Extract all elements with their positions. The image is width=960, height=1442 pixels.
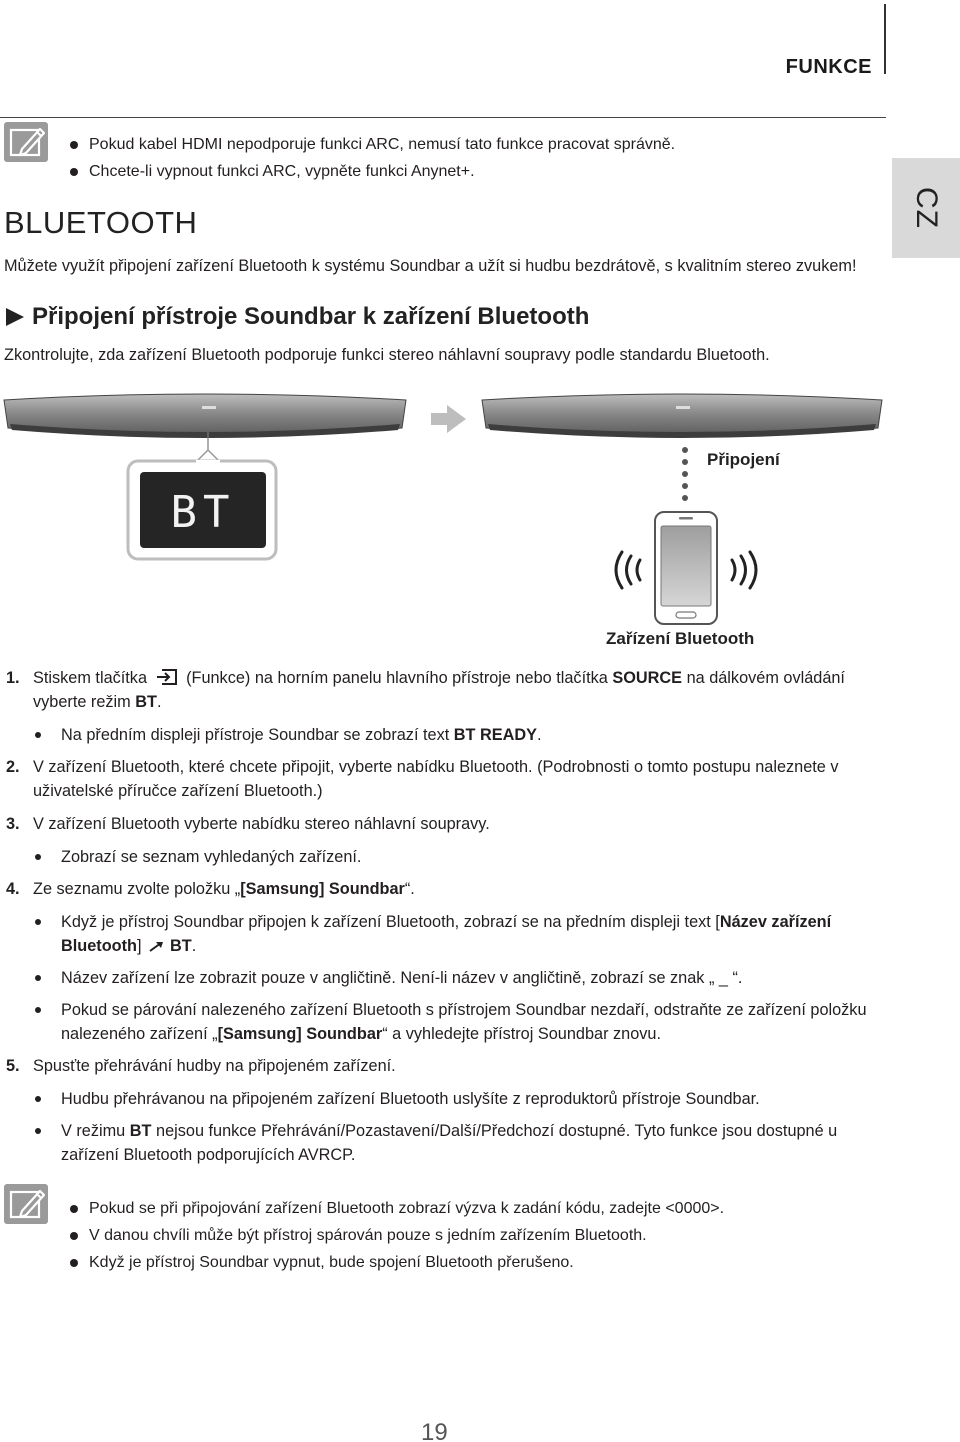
note-list-bottom — [70, 1195, 724, 1276]
step-4-subpoint: Název zařízení lze zobrazit pouze v angličtině. Není-li název v angličtině, zobrazí se znak „ _ “. — [6, 966, 886, 990]
note-item: Pokud kabel HDMI nepodporuje funkci ARC, nemusí tato funkce pracovat správně. — [70, 131, 675, 158]
language-tab-label: CZ — [910, 187, 943, 229]
subpoint-text: Pokud se párování nalezeného zařízení Bluetooth s přístrojem Soundbar nezdaří, odstraňte ze zařízení položku nalezeného zařízení „ — [61, 1001, 867, 1043]
function-button-icon — [154, 667, 180, 687]
step-1 — [6, 666, 886, 714]
step-number: 4. — [6, 880, 20, 898]
page-section-title: FUNKCE — [785, 56, 872, 78]
step-text-bold: SOURCE — [612, 669, 683, 687]
note-pencil-icon — [4, 1184, 48, 1224]
subpoint-text-bold: BT — [170, 937, 192, 955]
step-2 — [6, 755, 886, 803]
step-text: “. — [404, 880, 415, 898]
connection-dots — [682, 447, 688, 501]
bluetooth-connection-illustration — [0, 380, 900, 660]
subpoint-text: ] — [136, 937, 142, 955]
step-text: Spusťte přehrávání hudby na připojeném zařízení. — [33, 1057, 396, 1075]
subpoint-text: . — [191, 937, 197, 955]
subpoint-text: Když je přístroj Soundbar připojen k zařízení Bluetooth, zobrazí se na předním displeji text [ — [61, 913, 720, 931]
subsection-heading — [6, 303, 589, 331]
arrow-right-icon — [431, 405, 466, 433]
soundbar-left-image — [4, 394, 406, 438]
subsection-heading-text: Připojení přístroje Soundbar k zařízení Bluetooth — [32, 303, 590, 330]
smartphone-image — [655, 512, 717, 624]
device-label: Zařízení Bluetooth — [606, 629, 755, 648]
subpoint-text: Na předním displeji přístroje Soundbar se zobrazí text — [61, 726, 450, 744]
subpoint-text-bold: BT — [129, 1122, 152, 1140]
step-text: Stiskem tlačítka — [33, 669, 148, 687]
display-text: BT — [170, 487, 236, 538]
step-text: Ze seznamu zvolte položku „ — [33, 880, 241, 898]
step-text: na dálkovém ovládání vyberte režim — [33, 669, 845, 711]
subpoint-text-bold: Název zařízení Bluetooth — [61, 913, 832, 955]
subpoint-text: “ a vyhledejte přístroj Soundbar znovu. — [382, 1025, 661, 1043]
note-item: V danou chvíli může být přístroj spárován pouze s jedním zařízením Bluetooth. — [70, 1222, 724, 1249]
step-5-subpoint — [6, 1119, 886, 1167]
step-text: V zařízení Bluetooth vyberte nabídku stereo náhlavní soupravy. — [33, 815, 490, 833]
step-number: 2. — [6, 758, 20, 776]
step-4 — [6, 877, 886, 901]
subpoint-text-bold: BT READY — [453, 726, 537, 744]
subpoint-text: V režimu — [61, 1122, 126, 1140]
soundbar-right-image — [482, 394, 882, 438]
note-pencil-icon — [4, 122, 48, 162]
step-5-subpoint: Hudbu přehrávanou na připojeném zařízení Bluetooth uslyšíte z reproduktorů přístroje Soundbar. — [6, 1087, 886, 1111]
step-4-subpoint — [6, 998, 886, 1046]
step-text: V zařízení Bluetooth, které chcete připojit, vyberte nabídku Bluetooth. (Podrobnosti o tomto postupu naleznete v uživatelské příručce zařízení Bluetooth.) — [33, 758, 839, 800]
steps-list — [6, 666, 886, 1175]
step-number: 5. — [6, 1057, 20, 1075]
subpoint-text-bold: [Samsung] Soundbar — [217, 1025, 383, 1043]
page-number: 19 — [421, 1419, 448, 1442]
section-heading: BLUETOOTH — [4, 205, 198, 240]
arrow-icon — [149, 940, 167, 952]
header-vertical-rule — [884, 4, 886, 74]
subpoint-text: . — [537, 726, 542, 744]
step-3-subpoint: Zobrazí se seznam vyhledaných zařízení. — [6, 845, 886, 869]
subpoint-text: nejsou funkce Přehrávání/Pozastavení/Další/Předchozí dostupné. Tyto funkce jsou dostupné u zařízení Bluetooth podporujících AVRCP. — [61, 1122, 838, 1164]
subsection-intro: Zkontrolujte, zda zařízení Bluetooth podporuje funkci stereo náhlavní soupravy podle standardu Bluetooth. — [4, 346, 770, 364]
step-4-subpoint — [6, 910, 886, 958]
step-text: . — [156, 693, 162, 711]
header-horizontal-rule — [0, 117, 886, 118]
step-text-bold: BT — [135, 693, 157, 711]
step-5 — [6, 1054, 886, 1078]
note-item: Chcete-li vypnout funkci ARC, vypněte funkci Anynet+. — [70, 158, 675, 185]
step-text-bold: [Samsung] Soundbar — [240, 880, 405, 898]
section-intro: Můžete využít připojení zařízení Bluetooth k systému Soundbar a užít si hudbu bezdrátově, s kvalitním stereo zvukem! — [4, 257, 857, 275]
step-number: 1. — [6, 669, 20, 687]
note-item: Pokud se při připojování zařízení Bluetooth zobrazí výzva k zadání kódu, zadejte <0000>. — [70, 1195, 724, 1222]
step-1-subpoint — [6, 723, 886, 747]
note-list-top — [70, 131, 675, 185]
triangle-bullet-icon — [6, 308, 24, 326]
language-tab — [892, 158, 960, 258]
step-text: (Funkce) na horním panelu hlavního přístroje nebo tlačítka — [186, 669, 608, 687]
step-number: 3. — [6, 815, 20, 833]
note-item: Když je přístroj Soundbar vypnut, bude spojení Bluetooth přerušeno. — [70, 1249, 724, 1276]
connection-label: Připojení — [707, 450, 780, 469]
step-3 — [6, 812, 886, 836]
